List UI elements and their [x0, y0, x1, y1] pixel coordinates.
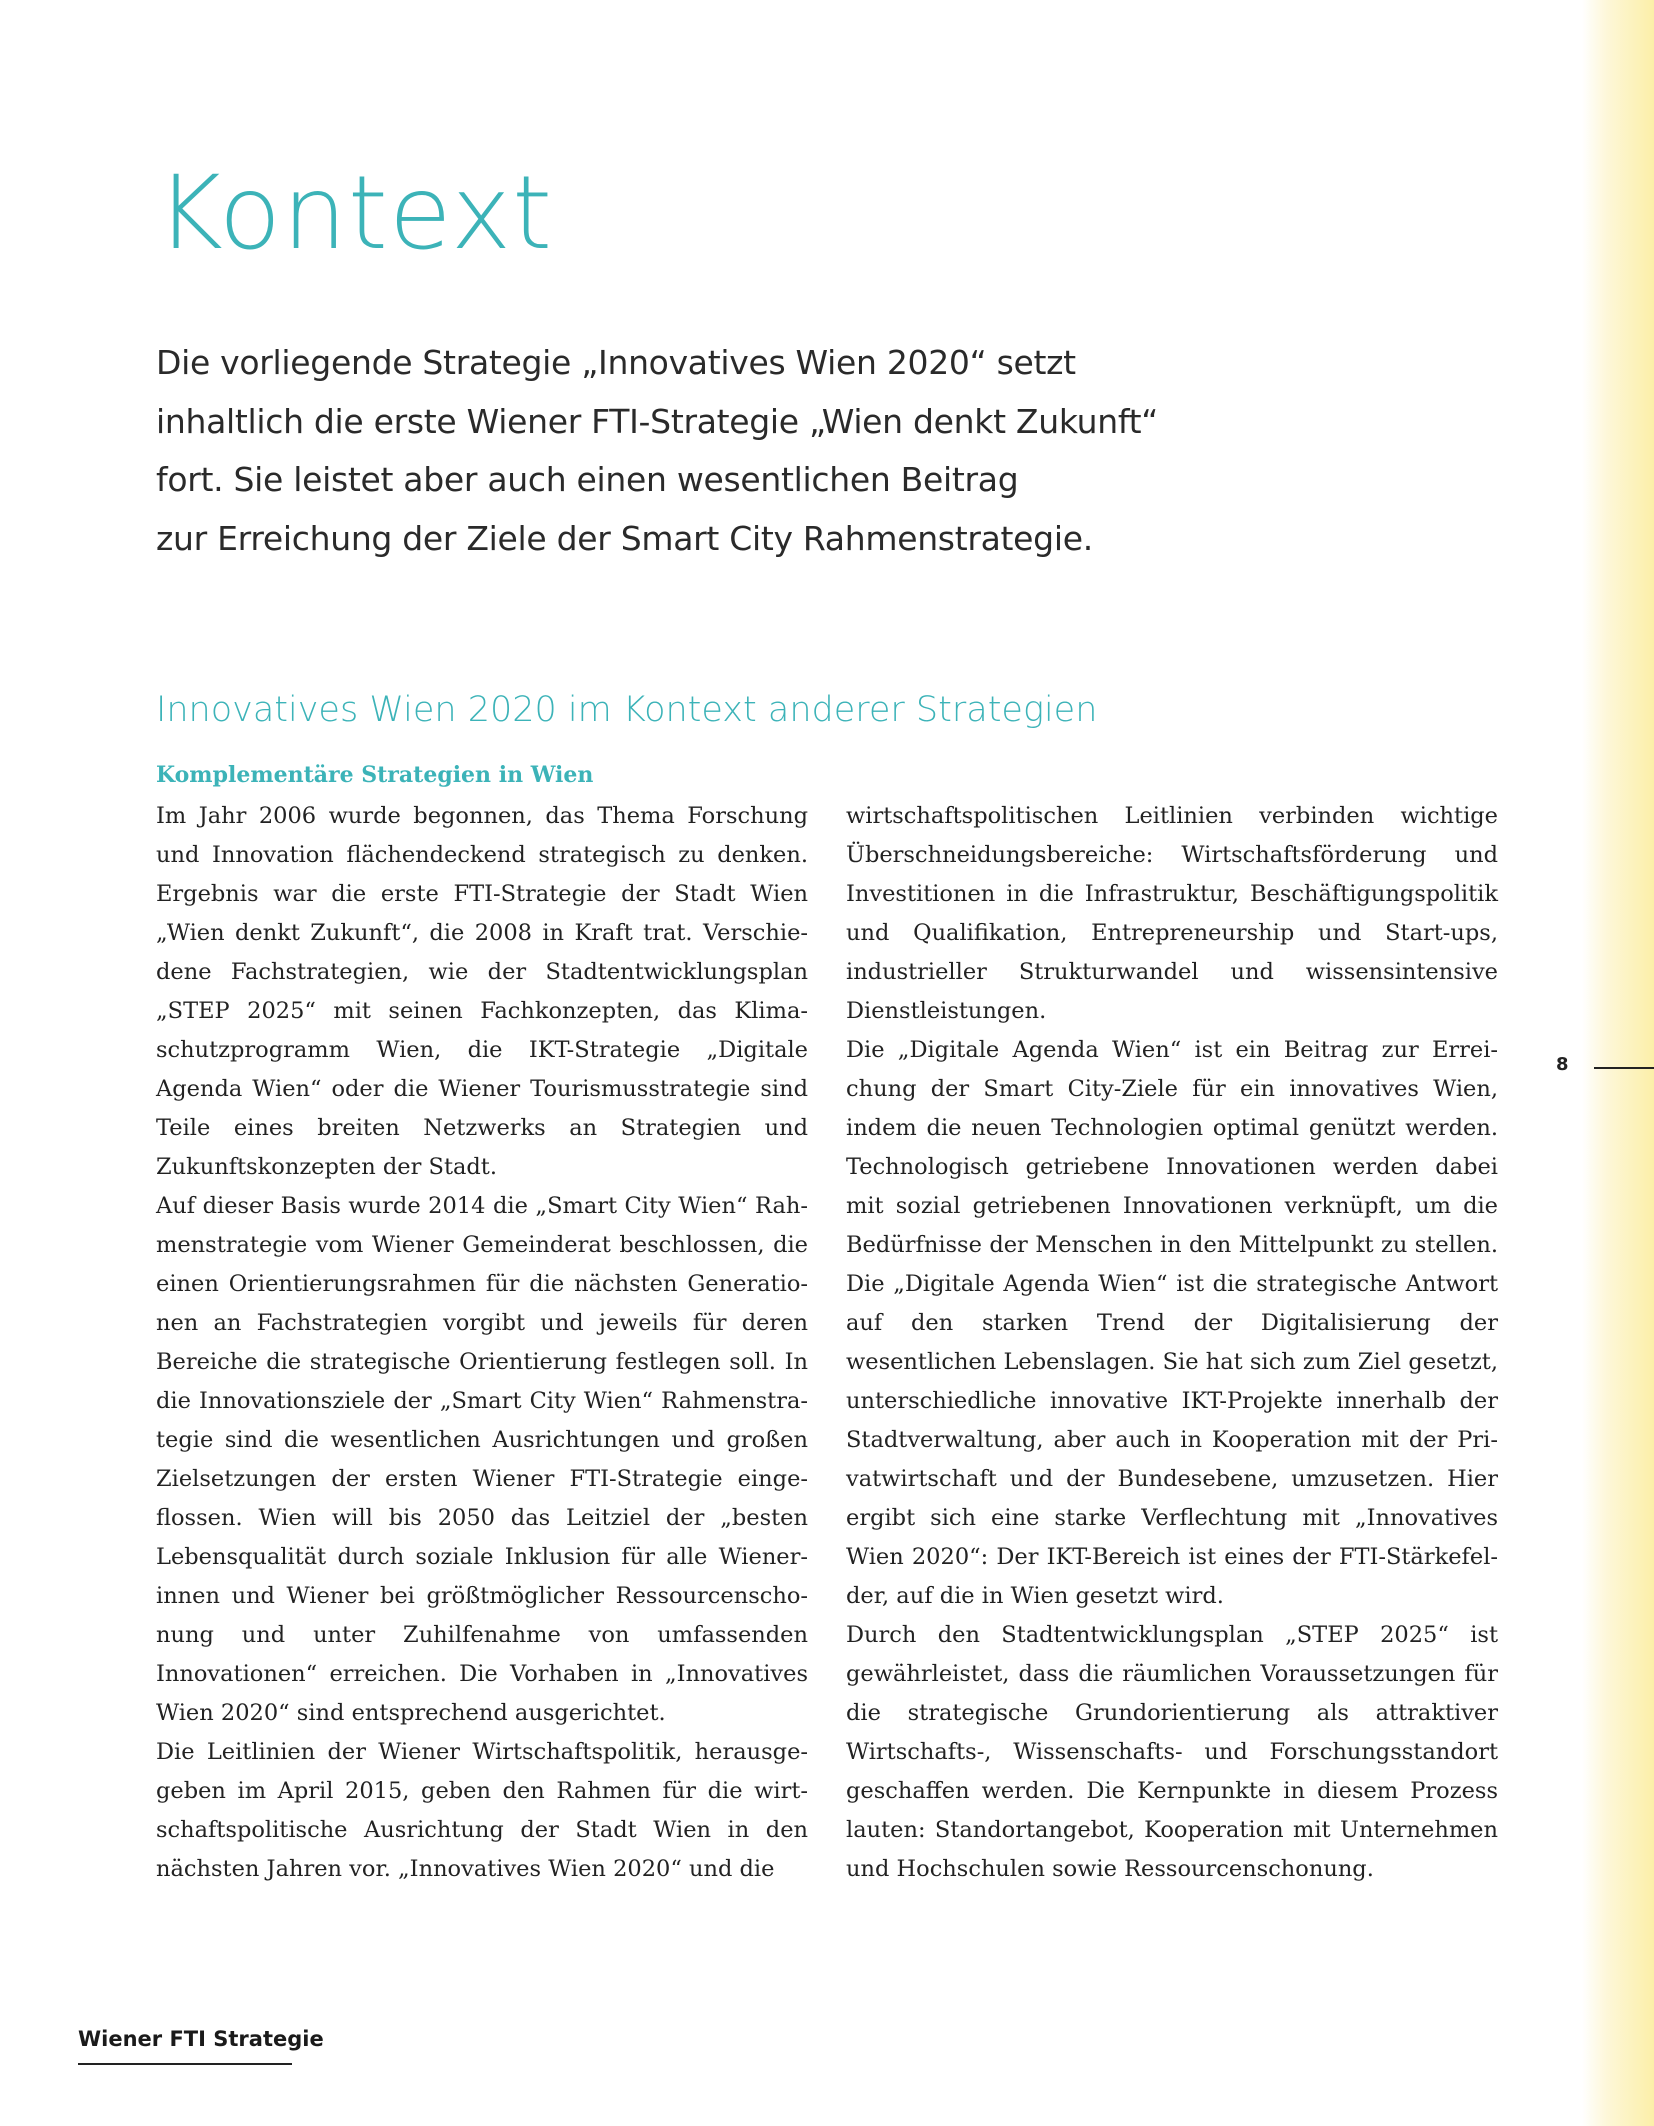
intro-line: inhaltlich die erste Wiener FTI-Strategie „Wien denkt Zukunft“ [156, 401, 1159, 441]
body-paragraph: Die Leitlinien der Wiener Wirtschaftspolitik, herausgegeben im April 2015, geben den Rahmen für die wirtschaftspolitische Ausrichtung der Stadt Wien in den nächsten Jahren vor. „Innovatives Wien 2020“ und die [156, 1739, 808, 1882]
intro-line: Die vorliegende Strategie „Innovatives Wien 2020“ setzt [156, 343, 1076, 382]
body-paragraph: wirtschaftspolitischen Leitlinien verbinden wichtige Überschneidungsbereiche: Wirtschaftsförderung und Investitionen in die Infrastruktur, Beschäftigungspolitik und Qualifikation, Entrepreneurship und Start-ups, industrieller Strukturwandel und wissensintensive Dienstleistungen. [846, 803, 1498, 1024]
page-number-rule [1594, 1067, 1654, 1069]
intro-line: zur Erreichung der Ziele der Smart City Rahmenstrategie. [156, 518, 1093, 558]
body-paragraph: Auf dieser Basis wurde 2014 die „Smart City Wien“ Rahmenstrategie vom Wiener Gemeinderat beschlossen, die einen Orientierungsrahmen für die nächsten Generationen an Fachstrategien vorgibt und jeweils für deren Bereiche die strategische Orientierung festlegen soll. In die Innovationsziele der „Smart City Wien“ Rahmenstrategie sind die wesentlichen Ausrichtungen und großen Zielsetzungen der ersten Wiener FTI-Strategie eingeflossen. Wien will bis 2050 das Leitziel der „besten Lebensqualität durch soziale Inklusion für alle Wienerinnen und Wiener bei größtmöglicher Ressourcenschonung und unter Zuhilfenahme von umfassenden Innovationen“ erreichen. Die Vorhaben in „Innovatives Wien 2020“ sind entsprechend ausgerichtet. [156, 1193, 808, 1726]
footer-label: Wiener FTI Strategie [78, 2027, 324, 2051]
page-number: 8 [1556, 1054, 1569, 1075]
right-column [846, 797, 1498, 1889]
page-title: Kontext [156, 154, 554, 273]
intro-paragraph [156, 334, 1159, 568]
body-paragraph: Durch den Stadtentwicklungsplan „STEP 2025“ ist gewährleistet, dass die räumlichen Voraussetzungen für die strategische Grundorientierung als attraktiver Wirtschafts-, Wissenschafts- und Forschungsstandort geschaffen werden. Die Kernpunkte in diesem Prozess lauten: Standortangebot, Kooperation mit Unternehmen und Hochschulen sowie Ressourcenschonung. [846, 1622, 1498, 1882]
intro-line: fort. Sie leistet aber auch einen wesentlichen Beitrag [156, 460, 1019, 499]
section-subheading: Komplementäre Strategien in Wien [156, 762, 594, 788]
footer-rule [78, 2063, 292, 2065]
section-heading: Innovatives Wien 2020 im Kontext anderer Strategien [156, 690, 1098, 730]
left-column [156, 797, 808, 1889]
body-paragraph: Die „Digitale Agenda Wien“ ist ein Beitrag zur Erreichung der Smart City-Ziele für ein innovatives Wien, indem die neuen Technologien optimal genützt werden. Technologisch getriebene Innovationen werden dabei mit sozial getriebenen Innovationen verknüpft, um die Bedürfnisse der Menschen in den Mittelpunkt zu stellen. Die „Digitale Agenda Wien“ ist die strategische Antwort auf den starken Trend der Digitalisierung der wesentlichen Lebenslagen. Sie hat sich zum Ziel gesetzt, unterschiedliche innovative IKT-Projekte innerhalb der Stadtverwaltung, aber auch in Kooperation mit der Privatwirtschaft und der Bundesebene, umzusetzen. Hier ergibt sich eine starke Verflechtung mit „Innovatives Wien 2020“: Der IKT-Bereich ist eines der FTI-Stärkefelder, auf die in Wien gesetzt wird. [846, 1037, 1498, 1609]
body-paragraph: Im Jahr 2006 wurde begonnen, das Thema Forschung und Innovation flächendeckend strategisch zu denken. Ergebnis war die erste FTI-Strategie der Stadt Wien „Wien denkt Zukunft“, die 2008 in Kraft trat. Verschiedene Fachstrategien, wie der Stadtentwicklungsplan „STEP 2025“ mit seinen Fachkonzepten, das Klimaschutzprogramm Wien, die IKT-Strategie „Digitale Agenda Wien“ oder die Wiener Tourismusstrategie sind Teile eines breiten Netzwerks an Strategien und Zukunftskonzepten der Stadt. [156, 803, 808, 1180]
yellow-edge-band [1582, 0, 1654, 2126]
